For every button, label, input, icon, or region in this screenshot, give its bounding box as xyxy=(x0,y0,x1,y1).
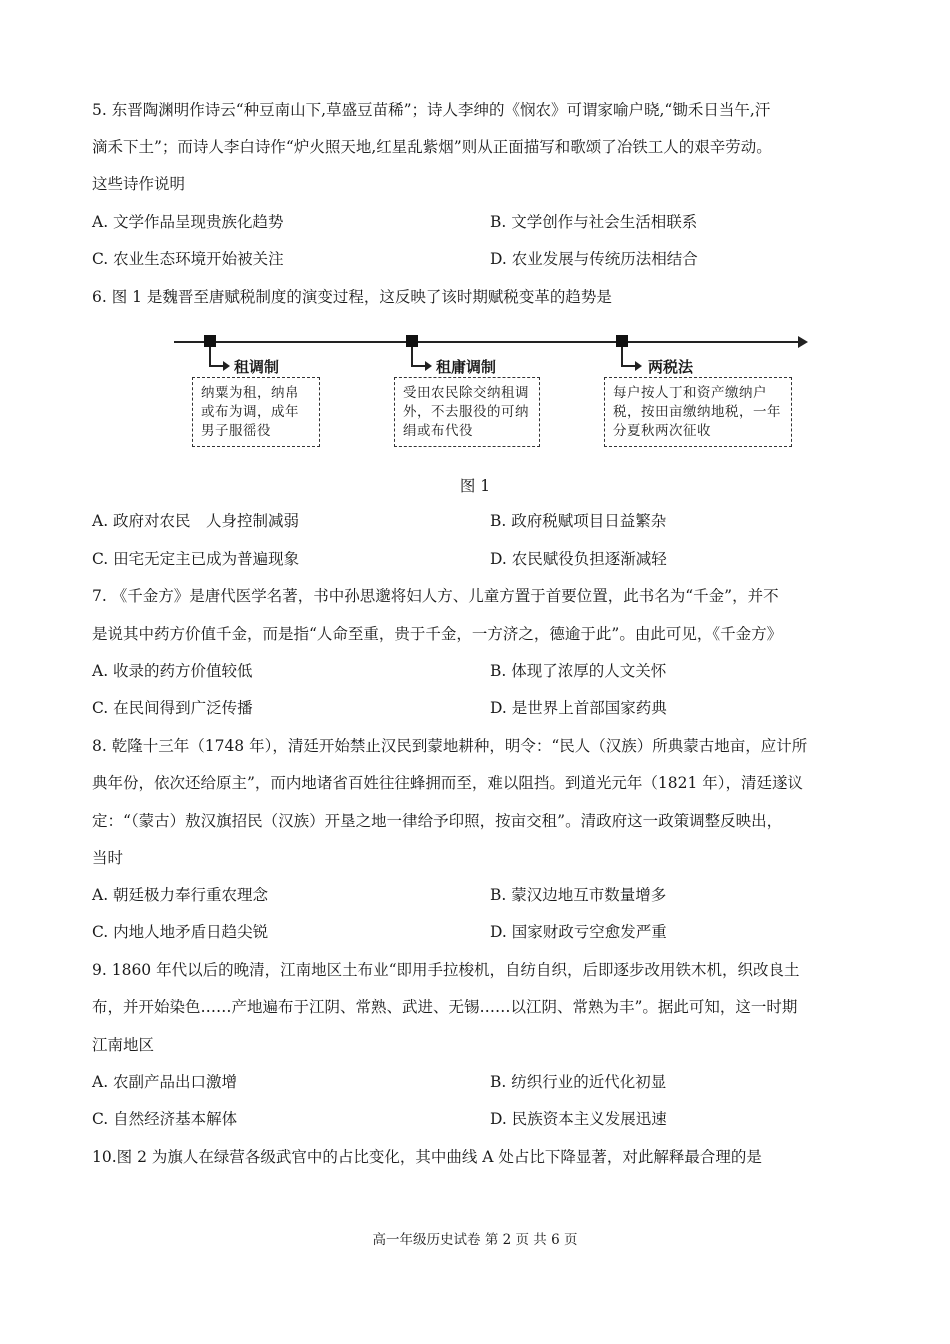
stage-1-connector xyxy=(209,365,223,367)
stage-2-connector xyxy=(411,365,425,367)
q7-stem-line-1: 7. 《千金方》是唐代医学名著，书中孙思邈将妇人方、儿童方置于首要位置，此书名为“千金”，并不 xyxy=(92,587,779,605)
q7-option-c: C. 在民间得到广泛传播 xyxy=(92,699,253,717)
stage-3-connector xyxy=(621,365,635,367)
stage-2-marker xyxy=(406,335,418,347)
q9-option-a: A. 农副产品出口激增 xyxy=(92,1073,238,1091)
q9-option-b: B. 纺织行业的近代化初显 xyxy=(490,1073,667,1091)
q8-stem-line-3: 定：“（蒙古）敖汉旗招民（汉族）开垦之地一律给予印照，按亩交租”。清政府这一政策调整反映出， xyxy=(92,812,783,830)
q7-stem-line-2: 是说其中药方价值千金，而是指“人命至重，贵于千金，一方济之，德逾于此”。由此可见，《千金方》 xyxy=(92,625,783,643)
stage-1-arrow-icon xyxy=(223,361,230,371)
q8-option-a: A. 朝廷极力奉行重农理念 xyxy=(92,886,269,904)
q8-option-d: D. 国家财政亏空愈发严重 xyxy=(490,923,667,941)
q5-stem-line-3: 这些诗作说明 xyxy=(92,175,186,193)
q7-option-b: B. 体现了浓厚的人文关怀 xyxy=(490,662,667,680)
figure-1-tax-timeline xyxy=(168,325,813,465)
stage-1-stem xyxy=(209,347,211,367)
q5-option-a: A. 文学作品呈现贵族化趋势 xyxy=(92,213,284,231)
q8-stem-line-1: 8. 乾隆十三年（1748 年），清廷开始禁止汉民到蒙地耕种，明令：“民人（汉族）所典蒙古地亩，应计所 xyxy=(92,737,808,755)
stage-1-description: 纳粟为租，纳帛或布为调，成年男子服徭役 xyxy=(192,377,320,447)
stage-3-arrow-icon xyxy=(635,361,642,371)
q9-stem-line-1: 9. 1860 年代以后的晚清，江南地区土布业“即用手拉梭机，自纺自织，后即逐步改用铁木机，织改良土 xyxy=(92,961,800,979)
stage-3-marker xyxy=(616,335,628,347)
q7-option-a: A. 收录的药方价值较低 xyxy=(92,662,253,680)
stage-2-arrow-icon xyxy=(425,361,432,371)
q8-option-b: B. 蒙汉边地互市数量增多 xyxy=(490,886,667,904)
q5-option-b: B. 文学创作与社会生活相联系 xyxy=(490,213,698,231)
q9-option-c: C. 自然经济基本解体 xyxy=(92,1110,238,1128)
q5-stem-line-1: 5. 东晋陶渊明作诗云“种豆南山下,草盛豆苗稀”；诗人李绅的《悯农》可谓家喻户晓,“锄禾日当午,汗 xyxy=(92,101,771,119)
stage-2-label: 租庸调制 xyxy=(436,358,497,376)
stage-3-stem xyxy=(621,347,623,367)
timeline-axis xyxy=(174,341,800,343)
q8-option-c: C. 内地人地矛盾日趋尖锐 xyxy=(92,923,269,941)
q6-option-d: D. 农民赋役负担逐渐减轻 xyxy=(490,550,667,568)
stage-1-label: 租调制 xyxy=(234,358,280,376)
page-footer: 高一年级历史试卷 第 2 页 共 6 页 xyxy=(372,1232,578,1248)
q7-option-d: D. 是世界上首部国家药典 xyxy=(490,699,667,717)
stage-3-label: 两税法 xyxy=(648,358,694,376)
q6-stem-line-1: 6. 图 1 是魏晋至唐赋税制度的演变过程，这反映了该时期赋税变革的趋势是 xyxy=(92,288,612,306)
timeline-arrowhead xyxy=(798,336,808,348)
q8-stem-line-2: 典年份，依次还给原主”，而内地诸省百姓往往蜂拥而至，难以阻挡。到道光元年（1821 年），清廷遂议 xyxy=(92,774,804,792)
stage-2-description: 受田农民除交纳租调外，不去服役的可纳绢或布代役 xyxy=(394,377,540,447)
q9-stem-line-3: 江南地区 xyxy=(92,1036,155,1054)
figure-1-caption: 图 1 xyxy=(459,477,491,495)
stage-1-marker xyxy=(204,335,216,347)
q9-option-d: D. 民族资本主义发展迅速 xyxy=(490,1110,667,1128)
q6-option-c: C. 田宅无定主已成为普遍现象 xyxy=(92,550,300,568)
stage-3-description: 每户按人丁和资产缴纳户税，按田亩缴纳地税，一年分夏秋两次征收 xyxy=(604,377,792,447)
stage-2-stem xyxy=(411,347,413,367)
q5-option-d: D. 农业发展与传统历法相结合 xyxy=(490,250,698,268)
q5-option-c: C. 农业生态环境开始被关注 xyxy=(92,250,284,268)
q8-stem-line-4: 当时 xyxy=(92,849,124,867)
q5-stem-line-2: 滴禾下土”；而诗人李白诗作“炉火照天地,红星乱紫烟”则从正面描写和歌颂了冶铁工人的艰辛劳动。 xyxy=(92,138,772,156)
q6-option-b: B. 政府税赋项目日益繁杂 xyxy=(490,512,667,530)
q6-option-a: A. 政府对农民 人身控制减弱 xyxy=(92,512,300,530)
q10-stem-line-1: 10.图 2 为旗人在绿营各级武官中的占比变化，其中曲线 A 处占比下降显著，对此解释最合理的是 xyxy=(92,1148,762,1166)
q9-stem-line-2: 布，并开始染色……产地遍布于江阴、常熟、武进、无锡……以江阴、常熟为丰”。据此可知，这一时期 xyxy=(92,998,798,1016)
